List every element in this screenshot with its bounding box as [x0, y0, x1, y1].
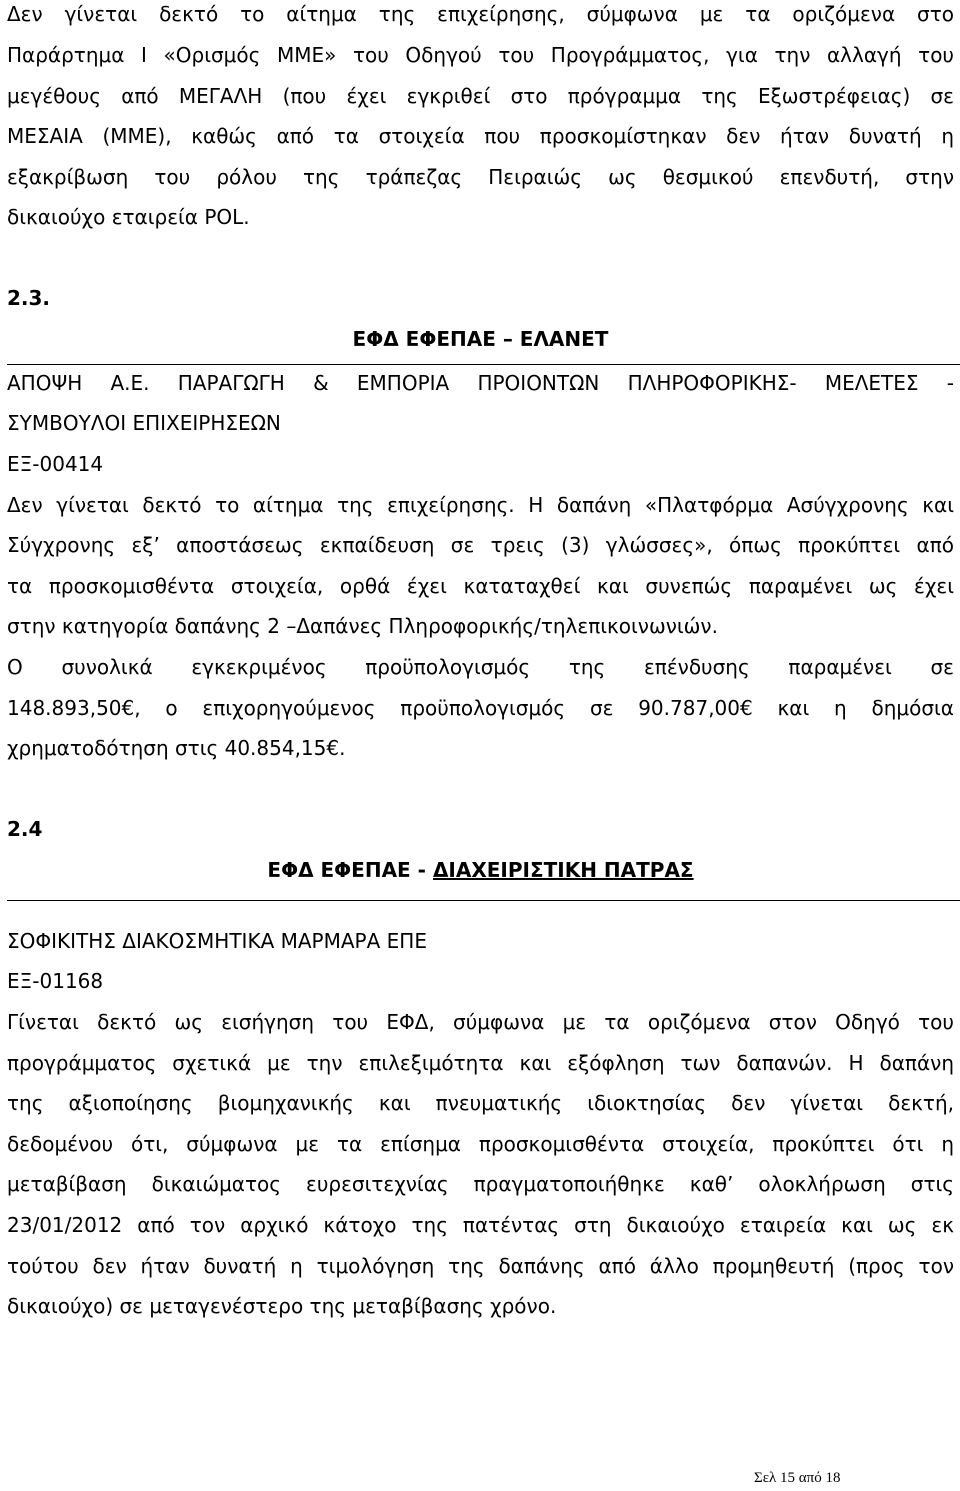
application-code: ΕΞ-01168 [7, 969, 104, 993]
company-name: ΣΟΦΙΚΙΤΗΣ ΔΙΑΚΟΣΜΗΤΙΚΑ ΜΑΡΜΑΡΑ ΕΠΕ [7, 929, 427, 953]
decision-line: δικαιούχο) σε μεταγενέστερο της μεταβίβασης χρόνο. [7, 1294, 557, 1318]
company-name: ΣΥΜΒΟΥΛΟΙ ΕΠΙΧΕΙΡΗΣΕΩΝ [7, 411, 281, 435]
application-code: ΕΞ-00414 [7, 452, 104, 476]
intro-line: μεγέθους από ΜΕΓΑΛΗ (που έχει εγκριθεί στο πρόγραμμα της Εξωστρέφειας) σε [7, 84, 954, 108]
section-title: ΕΦΔ ΕΦΕΠΑΕ – ΕΛΑΝΕΤ [352, 327, 609, 351]
decision-line: μεταβίβαση δικαιώματος ευρεσιτεχνίας πραγματοποιήθηκε καθ’ ολοκλήρωση στις [7, 1172, 954, 1196]
intro-line: εξακρίβωση του ρόλου της τράπεζας Πειραιώς ως θεσμικού επενδυτή, στην [7, 165, 954, 189]
section-number: 2.3. [7, 286, 51, 310]
section-divider [7, 900, 960, 901]
decision-line: προγράμματος σχετικά με την επιλεξιμότητα και εξόφληση των δαπανών. Η δαπάνη [7, 1051, 954, 1075]
decision-line: της αξιοποίησης βιομηχανικής και πνευματικής ιδιοκτησίας δεν γίνεται δεκτή, [7, 1091, 954, 1115]
section-title-highlight: ΔΙΑΧΕΙΡΙΣΤΙΚΗ ΠΑΤΡΑΣ [432, 858, 694, 882]
section-divider [7, 364, 960, 365]
intro-line: Παράρτημα Ι «Ορισμός ΜΜΕ» του Οδηγού του Προγράμματος, για την αλλαγή του [7, 43, 954, 67]
intro-line: ΜΕΣΑΙΑ (ΜΜΕ), καθώς από τα στοιχεία που προσκομίστηκαν δεν ήταν δυνατή η [7, 124, 954, 148]
decision-line: Δεν γίνεται δεκτό το αίτημα της επιχείρησης. Η δαπάνη «Πλατφόρμα Ασύγχρονης και [7, 493, 954, 517]
decision-line: Σύγχρονης εξ’ αποστάσεως εκπαίδευση σε τρεις (3) γλώσσες», όπως προκύπτει από [7, 533, 954, 557]
decision-line: 148.893,50€, ο επιχορηγούμενος προϋπολογισμός σε 90.787,00€ και η δημόσια [7, 696, 954, 720]
section-title-prefix: ΕΦΔ ΕΦΕΠΑΕ - [267, 858, 433, 882]
company-name: ΑΠΟΨΗ Α.Ε. ΠΑΡΑΓΩΓΗ & ΕΜΠΟΡΙΑ ΠΡΟΙΟΝΤΩΝ ΠΛΗΡΟΦΟΡΙΚΗΣ- ΜΕΛΕΤΕΣ - [7, 371, 954, 395]
decision-line: 23/01/2012 από τον αρχικό κάτοχο της πατέντας στη δικαιούχο εταιρεία και ως εκ [7, 1213, 954, 1237]
decision-line: Ο συνολικά εγκεκριμένος προϋπολογισμός της επένδυσης παραμένει σε [7, 655, 954, 679]
intro-line: Δεν γίνεται δεκτό το αίτημα της επιχείρησης, σύμφωνα με τα οριζόμενα στο [7, 2, 954, 26]
decision-line: χρηματοδότηση στις 40.854,15€. [7, 736, 346, 760]
intro-line: δικαιούχο εταιρεία POL. [7, 205, 250, 229]
decision-line: στην κατηγορία δαπάνης 2 –Δαπάνες Πληροφορικής/τηλεπικοινωνιών. [7, 614, 718, 638]
decision-line: Γίνεται δεκτό ως εισήγηση του ΕΦΔ, σύμφωνα με τα οριζόμενα στον Οδηγό του [7, 1010, 954, 1034]
decision-line: τούτου δεν ήταν δυνατή η τιμολόγηση της δαπάνης από άλλο προμηθευτή (προς τον [7, 1254, 954, 1278]
decision-line: τα προσκομισθέντα στοιχεία, ορθά έχει καταταχθεί και συνεπώς παραμένει ως έχει [7, 574, 954, 598]
decision-line: δεδομένου ότι, σύμφωνα με τα επίσημα προσκομισθέντα στοιχεία, προκύπτει ότι η [7, 1132, 954, 1156]
section-number: 2.4 [7, 817, 43, 841]
section-title [7, 858, 954, 882]
page-number: Σελ 15 από 18 [754, 1470, 841, 1486]
